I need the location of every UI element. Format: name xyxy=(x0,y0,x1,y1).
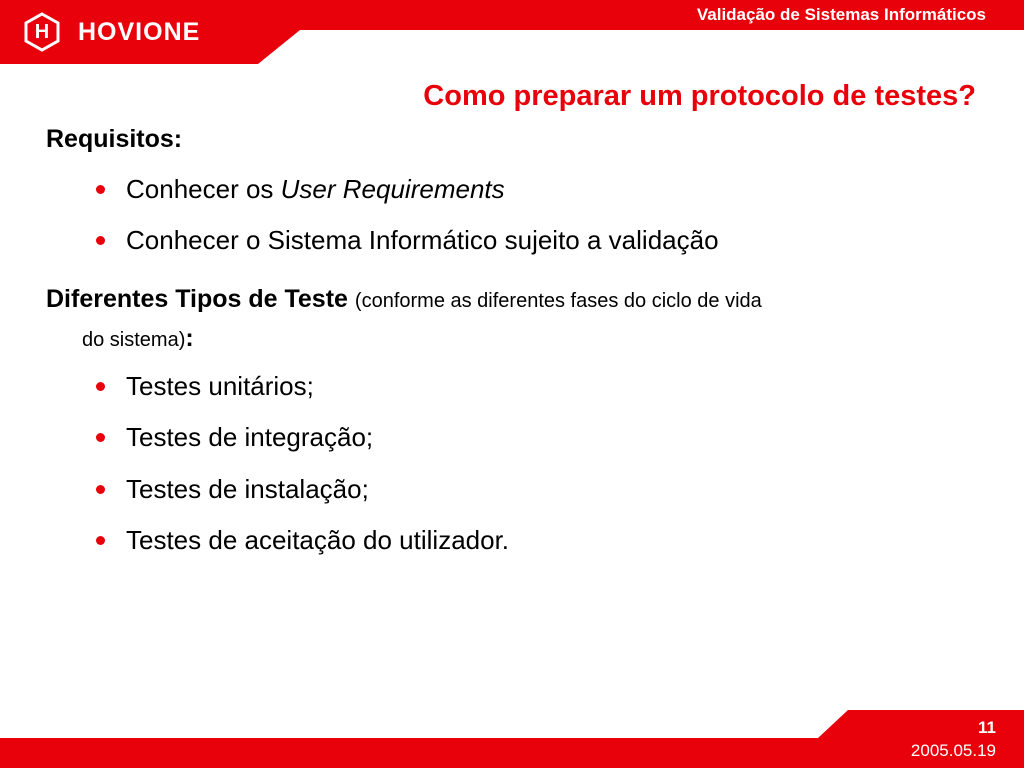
brand-name: HOVIONE xyxy=(78,17,201,46)
presentation-title: Validação de Sistemas Informáticos xyxy=(696,5,986,24)
hovione-logo xyxy=(22,10,200,54)
slide-title: Como preparar um protocolo de testes? xyxy=(423,80,976,112)
logo-letter: H xyxy=(34,20,50,43)
list-item-text: Testes de aceitação do utilizador. xyxy=(126,525,510,555)
section-note-continuation: do sistema): xyxy=(82,324,194,352)
footer-date: 2005.05.19 xyxy=(910,741,996,760)
list-item-emphasis: User Requirements xyxy=(280,174,505,204)
list-item xyxy=(96,225,719,256)
bullet-dot-icon xyxy=(96,185,105,194)
bullet-dot-icon xyxy=(96,536,105,545)
list-item-text: Conhecer os User Requirements xyxy=(126,174,505,204)
bullet-dot-icon xyxy=(96,433,105,442)
section-heading-requisitos: Requisitos: xyxy=(46,125,183,153)
page-number: 11 xyxy=(978,718,996,737)
list-item-text: Testes de instalação; xyxy=(126,474,369,504)
list-item xyxy=(96,371,314,402)
hexagon-h-icon xyxy=(22,12,62,52)
list-item xyxy=(96,174,505,205)
list-item-text: Conhecer o Sistema Informático sujeito a validação xyxy=(126,225,719,255)
section-note: (conforme as diferentes fases do ciclo de vida xyxy=(354,290,762,312)
section-heading-tipos: Diferentes Tipos de Teste (conforme as diferentes fases do ciclo de vida xyxy=(46,285,762,313)
list-item xyxy=(96,474,369,505)
list-item-text: Testes de integração; xyxy=(126,422,374,452)
bullet-dot-icon xyxy=(96,485,105,494)
bullet-dot-icon xyxy=(96,382,105,391)
footer-banner xyxy=(0,710,1024,768)
list-item xyxy=(96,525,509,556)
list-item xyxy=(96,422,373,453)
bullet-dot-icon xyxy=(96,236,105,245)
list-item-text: Testes unitários; xyxy=(126,371,314,401)
